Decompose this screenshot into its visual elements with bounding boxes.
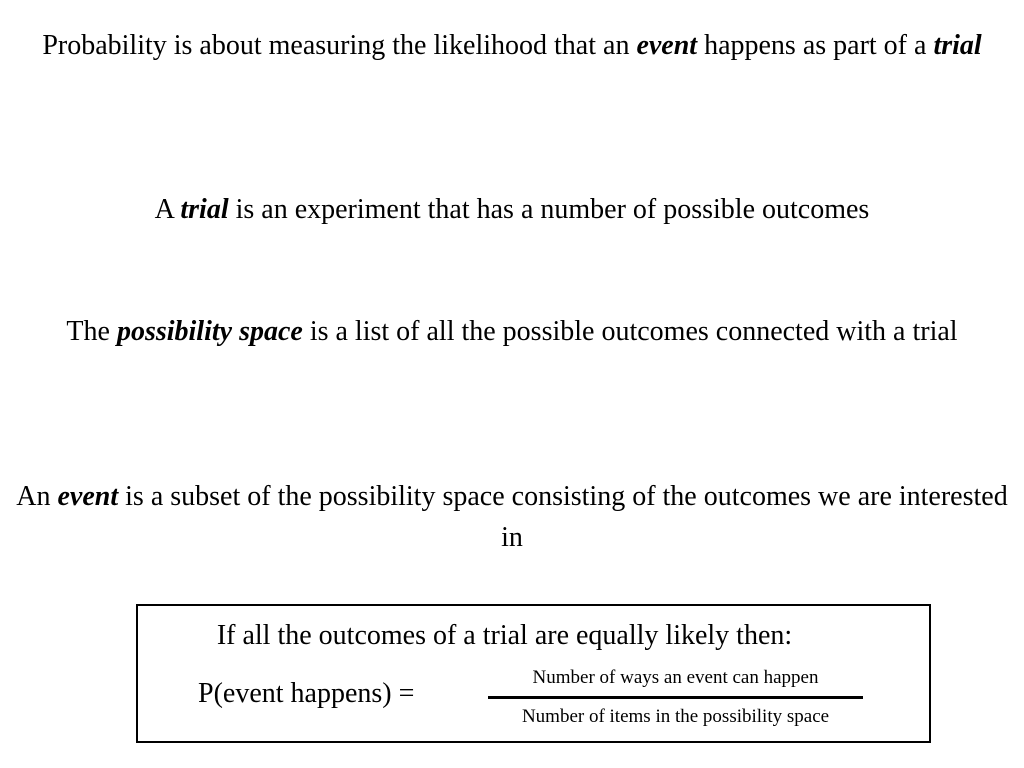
term-trial: trial [180,194,229,225]
definition-probability-text [42,25,981,66]
definition-possibility-space-text [66,311,957,352]
term-trial: trial [933,30,982,61]
formula-lhs: P(event happens) = [198,678,415,709]
definition-probability [0,25,1024,66]
definition-trial-text [155,189,870,230]
text-segment: is an experiment that has a number of possible outcomes [228,194,870,225]
fraction-bar [488,696,863,699]
definition-trial [0,189,1024,230]
term-event: event [636,30,698,61]
fraction-denominator: Number of items in the possibility space [521,706,830,727]
text-segment: is a list of all the possible outcomes connected with a trial [302,316,958,347]
term-event: event [57,481,119,512]
text-segment: Probability is about measuring the likelihood that an [42,30,637,61]
text-segment: An [16,481,58,512]
definition-event [0,476,1024,558]
formula-heading: If all the outcomes of a trial are equally likely then: [216,620,793,651]
text-segment: The [66,316,117,347]
text-segment: A [154,194,181,225]
definition-possibility-space [0,311,1024,352]
term-possibility-space: possibility space [116,316,303,347]
text-segment: is a subset of the possibility space consisting of the outcomes we are interested in [118,481,1008,553]
text-segment: happens as part of a [697,30,934,61]
definition-event-text [12,476,1012,558]
probability-formula-box [136,604,931,743]
fraction-numerator: Number of ways an event can happen [532,667,819,688]
